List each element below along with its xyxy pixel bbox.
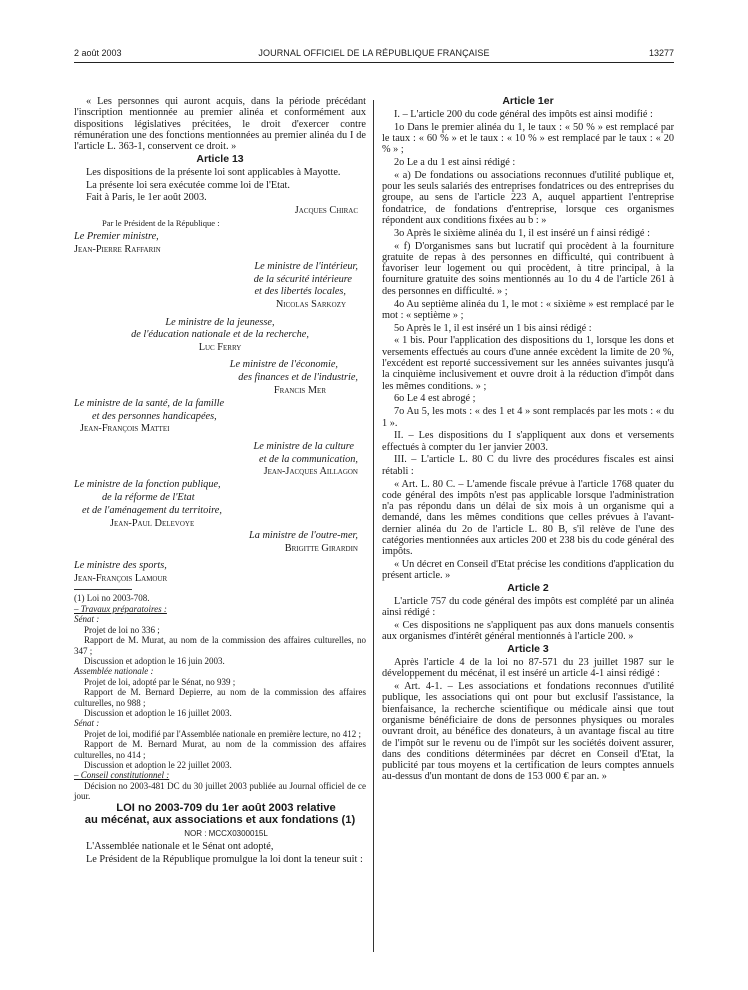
signatory-name: Jean-François Mattei [80, 423, 170, 435]
footnote: Rapport de M. Murat, au nom de la commission des affaires culturelles, no 347 ; [74, 635, 366, 656]
footnote-heading: Assemblée nationale : [74, 666, 154, 677]
page-number: 13277 [648, 48, 674, 58]
paragraph: 3o Après le sixième alinéa du 1, il est inséré un f ainsi rédigé : [394, 227, 650, 239]
paragraph: 7o Au 5, les mots : « des 1 et 4 » sont remplacés par les mots : « du 1 ». [382, 406, 674, 429]
paragraph: « Art. L. 80 C. – L'amende fiscale prévue à l'article 1768 quater du code général des impôts n'est pas applicable lorsque l'administration n'a pas répondu dans un délai de six mois à un organisme qui a demandé, dans les mêmes conditions que celles prévues à l'avant-dernier alinéa du 2o de l'article L. 80 B, s'il relève de l'une des catégories mentionnées aux articles 200 et 238 bis du code général des impôts. [382, 478, 674, 558]
signatory-name: Brigitte Girardin [284, 543, 358, 555]
by-president-line: Par le Président de la République : [102, 217, 220, 228]
paragraph: Les dispositions de la présente loi sont applicables à Mayotte. [86, 166, 341, 178]
header-rule [74, 62, 674, 63]
footnote: Rapport de M. Bernard Depierre, au nom de la commission des affaires culturelles, no 988 ; [74, 687, 366, 708]
paragraph: Après l'article 4 de la loi no 87-571 du 23 juillet 1987 sur le développement du mécénat, il est inséré un article 4-1 ainsi rédigé : [382, 656, 674, 680]
paragraph: 2o Le a du 1 est ainsi rédigé : [394, 156, 516, 168]
paragraph: « a) De fondations ou associations reconnues d'utilité publique et, pour les seuls salariés des entreprises fondatrices ou des entreprises du groupe, au sens de l'article 223 A, auquel appartient l'entreprise fondatrice, de fondations d'entreprise, lorsque ces organismes répondent aux conditions fixées au b : » [382, 169, 674, 226]
paragraph: I. – L'article 200 du code général des impôts est ainsi modifié : [394, 108, 653, 120]
paragraph: « Ces dispositions ne s'appliquent pas aux dons manuels consentis aux organismes d'intérêt général mentionnés à l'article 200. » [382, 620, 674, 643]
minister-title: de l'éducation nationale et de la recherche, [131, 329, 309, 341]
footnote: Rapport de M. Bernard Murat, au nom de la commission des affaires culturelles, no 414 ; [74, 739, 366, 760]
signatory-name: Jean-François Lamour [74, 573, 168, 585]
paragraph: « f) D'organismes sans but lucratif qui procèdent à la fourniture gratuite de repas à des personnes en difficulté, qui contribuent à favoriser leur logement ou qui procèdent, à titre principal, à la fourniture gratuite des soins mentionnés au 1o du 4 de l'article 261 à des personnes en difficulté. » ; [382, 240, 674, 297]
paragraph: 5o Après le 1, il est inséré un 1 bis ainsi rédigé : [394, 322, 592, 334]
footnote: Discussion et adoption le 22 juillet 2003. [84, 759, 232, 770]
footnote: Projet de loi, adopté par le Sénat, no 939 ; [84, 676, 236, 687]
signatory-name: Jean-Jacques Aillagon [263, 466, 358, 478]
minister-title: des finances et de l'industrie, [238, 372, 358, 384]
minister-title: Le ministre de la culture [253, 440, 354, 452]
paragraph: 1o Dans le premier alinéa du 1, le taux : « 50 % » est remplacé par le taux : « 60 % » et le taux : « 10 % » est remplacé par le taux : « 20 % » ; [382, 121, 674, 156]
footnote: Discussion et adoption le 16 juillet 2003. [84, 707, 232, 718]
paragraph: 4o Au septième alinéa du 1, le mot : « sixième » est remplacé par le mot : « septième » ; [382, 298, 674, 321]
right-column [382, 96, 674, 784]
signatory-name: Nicolas Sarkozy [275, 299, 346, 311]
footnote: Projet de loi no 336 ; [84, 624, 160, 635]
minister-title: Le ministre de l'intérieur, [254, 260, 358, 272]
minister-title: de la réforme de l'Etat [102, 491, 195, 503]
article-3-heading: Article 3 [507, 643, 549, 656]
footnote: Discussion et adoption le 16 juin 2003. [84, 655, 225, 666]
signatory-name: Jean-Paul Delevoye [110, 517, 195, 529]
law-title [74, 802, 366, 827]
article-1-heading: Article 1er [502, 95, 554, 107]
paragraph: « Art. 4-1. – Les associations et fondations reconnues d'utilité publique, les associations qui ont pour but exclusif l'assistance, la bienfaisance, la recherche scientifique ou médicale ainsi que tout organisme bénéficiaire de dons de personnes physiques ou morales ouvrant droit, au bénéfice des donateurs, à un avantage fiscal au titre de l'impôt sur le revenu ou de l'impôt sur les sociétés doivent assurer, dans des conditions déterminées par décret en Conseil d'Etat, la publicité par tous moyens et la certification de leurs comptes annuels au-dessus d'un montant de dons de 153 000 € par an. » [382, 681, 674, 783]
header-date: 2 août 2003 [74, 48, 122, 58]
paragraph: 6o Le 4 est abrogé ; [394, 393, 476, 405]
signatory-name: Jean-Pierre Raffarin [74, 243, 161, 255]
signatory-name: Luc Ferry [198, 342, 242, 354]
paragraph: La présente loi sera exécutée comme loi de l'Etat. [86, 179, 290, 191]
minister-title: Le ministre de la jeunesse, [165, 316, 275, 328]
paragraph: « Un décret en Conseil d'Etat précise les conditions d'application du présent article. » [382, 559, 674, 582]
footnote-heading: – Travaux préparatoires : [74, 603, 167, 614]
column-divider [373, 100, 374, 952]
article-13-heading: Article 13 [196, 152, 244, 165]
footnote: (1) Loi no 2003-708. [74, 593, 150, 604]
made-at-line: Fait à Paris, le 1er août 2003. [86, 192, 207, 204]
footnote-separator [74, 589, 132, 590]
law-title-line-2: au mécénat, aux associations et aux fondations (1) [84, 814, 356, 827]
minister-title: de la sécurité intérieure [253, 273, 352, 285]
law-title-line-1: LOI no 2003-709 du 1er août 2003 relative [116, 801, 336, 814]
left-column [74, 96, 366, 867]
journal-title: JOURNAL OFFICIEL DE LA RÉPUBLIQUE FRANÇAISE [258, 48, 490, 58]
minister-title: Le ministre de la fonction publique, [74, 479, 221, 491]
minister-title: Le ministre de l'économie, [229, 359, 338, 371]
paragraph: « 1 bis. Pour l'application des dispositions du 1, lorsque les dons et versements effectués au cours d'une année excèdent la limite de 20 %, l'excédent est reporté successivement sur les années suivantes jusqu'à la cinquième inclusivement et ouvre droit à la réduction d'impôt dans les mêmes conditions. » ; [382, 335, 674, 392]
signatory-president: Jacques Chirac [294, 205, 358, 217]
minister-title: La ministre de l'outre-mer, [249, 530, 358, 542]
minister-title: et de la communication, [259, 453, 358, 465]
footnote-heading: Sénat : [74, 614, 100, 625]
footnote: Projet de loi, modifié par l'Assemblée nationale en première lecture, no 412 ; [84, 728, 362, 739]
minister-title: et des personnes handicapées, [92, 410, 217, 422]
nor-reference: NOR : MCCX0300015L [184, 829, 268, 839]
paragraph: L'Assemblée nationale et le Sénat ont adopté, [86, 840, 274, 852]
minister-title: Le ministre de la santé, de la famille [74, 397, 225, 409]
paragraph: « Les personnes qui auront acquis, dans la période précédant l'inscription mentionnée au premier alinéa et conformément aux dispositions législatives précitées, le droit d'exercer contre rémunération une des fonctions mentionnées au premier alinéa du I de l'article L. 363-1, conservent ce droit. » [74, 96, 366, 153]
paragraph: II. – Les dispositions du I s'appliquent aux dons et versements effectués à compter du 1er janvier 2003. [382, 430, 674, 453]
footnote: Décision no 2003-481 DC du 30 juillet 2003 publiée au Journal officiel de ce jour. [74, 780, 366, 802]
minister-title: Le ministre des sports, [74, 560, 167, 572]
minister-title: Le Premier ministre, [74, 230, 159, 242]
paragraph: Le Président de la République promulgue la loi dont la teneur suit : [86, 853, 363, 865]
paragraph: III. – L'article L. 80 C du livre des procédures fiscales est ainsi rétabli : [382, 454, 674, 477]
footnote-heading: – Conseil constitutionnel : [74, 770, 170, 781]
article-2-heading: Article 2 [507, 582, 549, 595]
paragraph: L'article 757 du code général des impôts est complété par un alinéa ainsi rédigé : [382, 595, 674, 619]
signatory-name: Francis Mer [273, 385, 326, 397]
footnotes [74, 593, 366, 801]
minister-title: et des libertés locales, [254, 286, 346, 298]
minister-title: et de l'aménagement du territoire, [82, 504, 222, 516]
footnote-heading: Sénat : [74, 718, 100, 729]
